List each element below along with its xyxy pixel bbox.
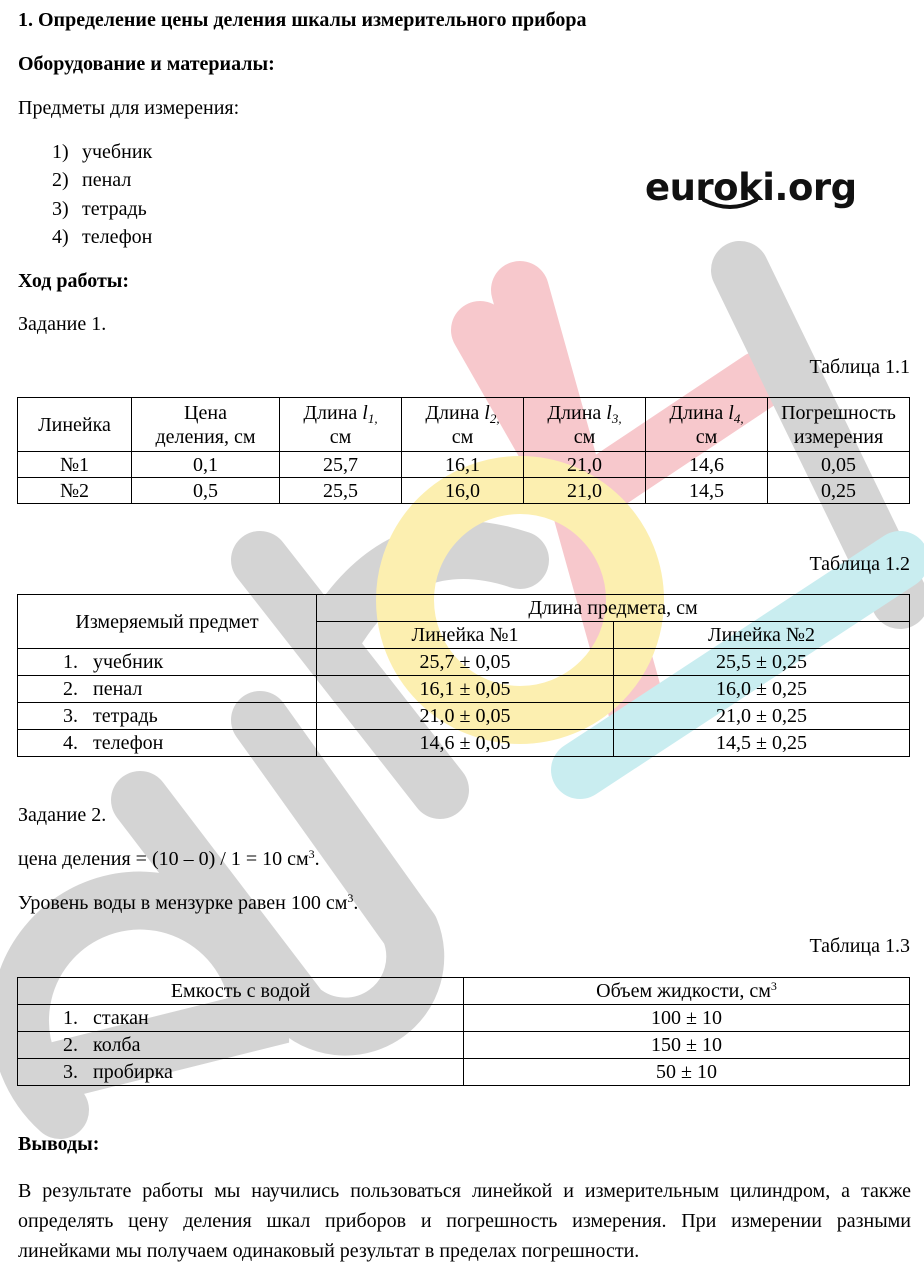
item-name: учебник	[93, 651, 164, 673]
item-name: стакан	[93, 1007, 149, 1029]
item-cell	[18, 1032, 464, 1059]
header-container: Емкость с водой	[18, 978, 464, 1005]
table-cell: 16,1	[402, 452, 524, 478]
header-volume-superscript: 3	[770, 979, 777, 993]
table-cell: 14,6 ± 0,05	[317, 730, 614, 757]
header-volume-text: Объем жидкости, см	[596, 980, 771, 1002]
table-cell: 25,7	[280, 452, 402, 478]
item-cell	[18, 1059, 464, 1086]
table-cell: 14,5	[646, 478, 768, 504]
list-item	[52, 169, 131, 192]
list-item	[52, 198, 147, 221]
table-cell: 0,25	[768, 478, 910, 504]
table3-caption: Таблица 1.3	[809, 935, 910, 957]
table-cell: 21,0 ± 0,25	[614, 703, 910, 730]
formula-superscript: 3	[308, 847, 315, 861]
header-volume	[464, 978, 910, 1005]
list-item-label: телефон	[82, 226, 153, 248]
water-level-period: .	[353, 892, 359, 914]
formula-text: цена деления = (10 – 0) / 1 = 10 см	[18, 848, 309, 870]
header-len-word: Длина	[669, 401, 724, 424]
site-logo: euroki.org	[645, 166, 857, 209]
table-cell: 0,1	[132, 452, 280, 478]
table-row	[18, 676, 910, 703]
header-l: l	[728, 401, 734, 424]
item-cell	[18, 703, 317, 730]
header-length-1	[280, 398, 402, 452]
header-division	[132, 398, 280, 452]
table-cell: 16,0	[402, 478, 524, 504]
row-number: 2.	[63, 678, 78, 700]
table-row	[18, 452, 910, 478]
table-cell: 50 ± 10	[464, 1059, 910, 1086]
header-ruler: Линейка	[18, 398, 132, 452]
water-level-superscript: 3	[347, 891, 354, 905]
logo-smile-icon	[700, 196, 760, 212]
row-number: 2.	[63, 1034, 78, 1056]
header-error-line1: Погрешность	[781, 401, 896, 424]
header-sub: 2,	[489, 410, 500, 426]
conclusion-paragraph: В результате работы мы научились пользоваться линейкой и измерительным цилиндром, а также определять цену деления шкал приборов и погрешность измерения. При измерении разными линейками мы получаем одинаковый результат в пределах погрешности.	[18, 1180, 911, 1262]
header-division-line1: Цена	[184, 401, 227, 424]
table-cell: 0,05	[768, 452, 910, 478]
list-item	[52, 226, 152, 249]
header-error-line2: измерения	[793, 425, 884, 448]
list-item-number: 4)	[52, 226, 69, 248]
item-name: колба	[93, 1034, 141, 1056]
conclusions-heading: Выводы:	[18, 1133, 100, 1155]
item-cell	[18, 1005, 464, 1032]
row-number: 3.	[63, 1061, 78, 1083]
header-length-2	[402, 398, 524, 452]
water-level-line	[18, 892, 358, 915]
header-l: l	[606, 401, 612, 424]
item-name: тетрадь	[93, 705, 158, 727]
table1-caption: Таблица 1.1	[809, 356, 910, 378]
header-l: l	[362, 401, 368, 424]
table-1-3	[17, 977, 910, 1086]
table-cell: 25,5 ± 0,25	[614, 649, 910, 676]
header-item: Измеряемый предмет	[18, 595, 317, 649]
table-cell: 21,0 ± 0,05	[317, 703, 614, 730]
table-cell: 21,0	[524, 478, 646, 504]
header-sub: 1,	[367, 410, 378, 426]
table-cell: 100 ± 10	[464, 1005, 910, 1032]
table-row	[18, 703, 910, 730]
water-level-text: Уровень воды в мензурке равен 100 см	[18, 892, 348, 914]
header-length: Длина предмета, см	[317, 595, 910, 622]
list-item-number: 1)	[52, 141, 69, 163]
task1-label: Задание 1.	[18, 313, 107, 335]
list-item-number: 3)	[52, 198, 69, 220]
table-cell: 16,0 ± 0,25	[614, 676, 910, 703]
page-title: 1. Определение цены деления шкалы измерительного прибора	[18, 9, 587, 31]
formula-period: .	[314, 848, 320, 870]
table-cell: 14,5 ± 0,25	[614, 730, 910, 757]
header-sub: 3,	[611, 410, 622, 426]
table-row	[18, 1059, 910, 1086]
row-number: 1.	[63, 1007, 78, 1029]
table2-caption: Таблица 1.2	[809, 553, 910, 575]
table-cell: №2	[18, 478, 132, 504]
list-item-label: учебник	[82, 141, 153, 163]
progress-heading: Ход работы:	[18, 270, 130, 292]
table-row	[18, 730, 910, 757]
list-item-number: 2)	[52, 169, 69, 191]
header-len-word: Длина	[547, 401, 602, 424]
header-error	[768, 398, 910, 452]
header-l: l	[484, 401, 490, 424]
table-header-row	[18, 398, 910, 452]
header-division-line2: деления, см	[155, 425, 256, 448]
row-number: 4.	[63, 732, 78, 754]
row-number: 1.	[63, 651, 78, 673]
formula-line	[18, 848, 320, 871]
header-sub: 4,	[733, 410, 744, 426]
table-cell: 21,0	[524, 452, 646, 478]
table-cell: 14,6	[646, 452, 768, 478]
table-1-2	[17, 594, 910, 757]
item-cell	[18, 649, 317, 676]
table-1-1	[17, 397, 910, 504]
table-cell: №1	[18, 452, 132, 478]
header-length-3	[524, 398, 646, 452]
table-header-row	[18, 978, 910, 1005]
header-ruler-1: Линейка №1	[317, 622, 614, 649]
table-row	[18, 1032, 910, 1059]
header-ruler-2: Линейка №2	[614, 622, 910, 649]
item-cell	[18, 730, 317, 757]
header-length-4	[646, 398, 768, 452]
table-cell: 25,7 ± 0,05	[317, 649, 614, 676]
header-len-word: Длина	[303, 401, 358, 424]
table-row	[18, 478, 910, 504]
table-cell: 150 ± 10	[464, 1032, 910, 1059]
header-len-word: Длина	[425, 401, 480, 424]
header-cm: см	[573, 425, 596, 448]
table-cell: 16,1 ± 0,05	[317, 676, 614, 703]
list-item-label: тетрадь	[82, 198, 147, 220]
task2-label: Задание 2.	[18, 804, 107, 826]
item-name: пробирка	[93, 1061, 173, 1083]
item-name: пенал	[93, 678, 143, 700]
equipment-heading: Оборудование и материалы:	[18, 53, 275, 75]
list-item-label: пенал	[82, 169, 132, 191]
table-cell: 25,5	[280, 478, 402, 504]
table-row	[18, 649, 910, 676]
item-cell	[18, 676, 317, 703]
table-row	[18, 1005, 910, 1032]
header-cm: см	[695, 425, 718, 448]
items-intro: Предметы для измерения:	[18, 97, 240, 119]
header-cm: см	[451, 425, 474, 448]
row-number: 3.	[63, 705, 78, 727]
header-cm: см	[329, 425, 352, 448]
list-item	[52, 141, 152, 164]
table-cell: 0,5	[132, 478, 280, 504]
item-name: телефон	[93, 732, 164, 754]
table-header-row	[18, 595, 910, 622]
